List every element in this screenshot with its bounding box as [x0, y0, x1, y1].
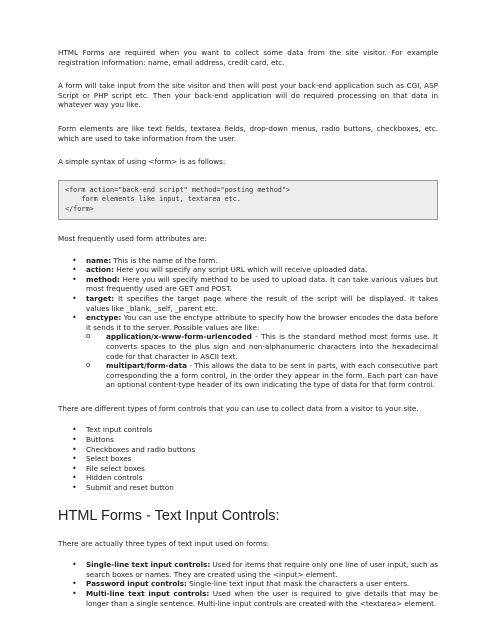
list-item: [86, 361, 438, 390]
form-syntax-code-block: [58, 180, 438, 220]
attribute-description: This is the name of the form.: [111, 255, 218, 265]
enctype-description: - This is the standard method most forms use. It converts spaces to the plus sign and non-alphanumeric characters into the hexadecimal code for that character in ASCII text.: [106, 332, 438, 361]
controls-list: [58, 425, 438, 492]
list-item: • File select boxes: [58, 464, 438, 474]
input-type-term: Multi-line text input controls:: [86, 589, 210, 598]
list-item: • Hidden controls: [58, 473, 438, 483]
list-item: [58, 579, 438, 589]
list-item: [58, 313, 438, 390]
list-item: • Checkboxes and radio buttons: [58, 445, 438, 455]
input-type-description: Used when the user is required to give details that may be longer than a single sentence. Multi-line input controls are created with the <textarea> element.: [86, 589, 438, 608]
input-type-description: Used for items that require only one line of user input, such as search boxes or names. They are created using the <input> element.: [86, 560, 438, 579]
list-item: [86, 332, 438, 361]
enctype-values-list: [86, 332, 438, 390]
attribute-description: Here you will specify method to be used to upload data. It can take various values but most frequently used are GET and POST.: [86, 274, 438, 294]
intro-paragraph-4: A simple syntax of using <form> is as follows:: [58, 157, 226, 167]
document-page: [58, 48, 438, 608]
attribute-term: enctype:: [86, 313, 122, 323]
controls-heading: There are different types of form controls that you can use to collect data from a visitor to your site.: [58, 403, 419, 413]
list-item: [58, 560, 438, 579]
attribute-term: target:: [86, 293, 115, 303]
code-line-2: form elements like input, textarea etc.: [65, 195, 241, 204]
input-type-term: Single-line text input controls:: [86, 560, 211, 570]
attribute-term: name:: [86, 255, 112, 265]
intro-paragraph-1: HTML Forms are required when you want to collect some data from the site visitor. For example registration information: name, email address, credit card, etc.: [58, 48, 438, 67]
enctype-term: application/x-www-form-urlencoded: [106, 332, 252, 342]
input-type-term: Password input controls:: [86, 579, 187, 589]
list-item: [58, 589, 438, 608]
attribute-description: You can use the enctype attribute to specify how the browser encodes the data before it sends it to the server. Possible values are like:: [86, 313, 438, 332]
code-line-3: </form>: [65, 204, 94, 213]
attribute-term: method:: [86, 274, 120, 284]
text-input-intro: There are actually three types of text input used on forms:: [58, 538, 270, 548]
list-item: • Buttons: [58, 435, 438, 445]
list-item: • Select boxes: [58, 454, 438, 464]
attributes-heading: Most frequently used form attributes are:: [58, 233, 207, 243]
section-title: HTML Forms - Text Input Controls:: [58, 507, 280, 524]
list-item: [58, 275, 438, 294]
enctype-description: - This allows the data to be sent in parts, with each consecutive part corresponding the a form control, in the order they appear in the form. Each part can have an optional content-type header of its own indicating the type of data for that form control.: [106, 361, 438, 390]
list-item: • Text input controls: [58, 425, 438, 435]
input-type-description: Single-line text input that mask the characters a user enters.: [186, 579, 410, 589]
list-item: [58, 294, 438, 313]
list-item: • Submit and reset button: [58, 483, 438, 493]
text-input-types-list: [58, 560, 438, 608]
code-line-1: <form action="back-end script" method="posting method">: [65, 185, 291, 194]
attributes-list: [58, 256, 438, 390]
attribute-description: Here you will specify any script URL which will receive uploaded data.: [113, 265, 368, 275]
attribute-description: It specifies the target page where the result of the script will be displayed. It takes values like _blank, _self, _parent etc.: [86, 293, 438, 313]
enctype-term: multipart/form-data: [106, 361, 187, 371]
intro-paragraph-2: A form will take input from the site visitor and then will post your back-end application such as CGI, ASP Script or PHP script etc. Then your back-end application will do required processing on that data in whatever way you like.: [58, 81, 438, 110]
attribute-term: action:: [86, 265, 114, 275]
intro-paragraph-3: Form elements are like text fields, textarea fields, drop-down menus, radio buttons, checkboxes, etc. which are used to take information from the user.: [58, 123, 438, 143]
list-item: [58, 265, 438, 275]
list-item: [58, 256, 438, 266]
